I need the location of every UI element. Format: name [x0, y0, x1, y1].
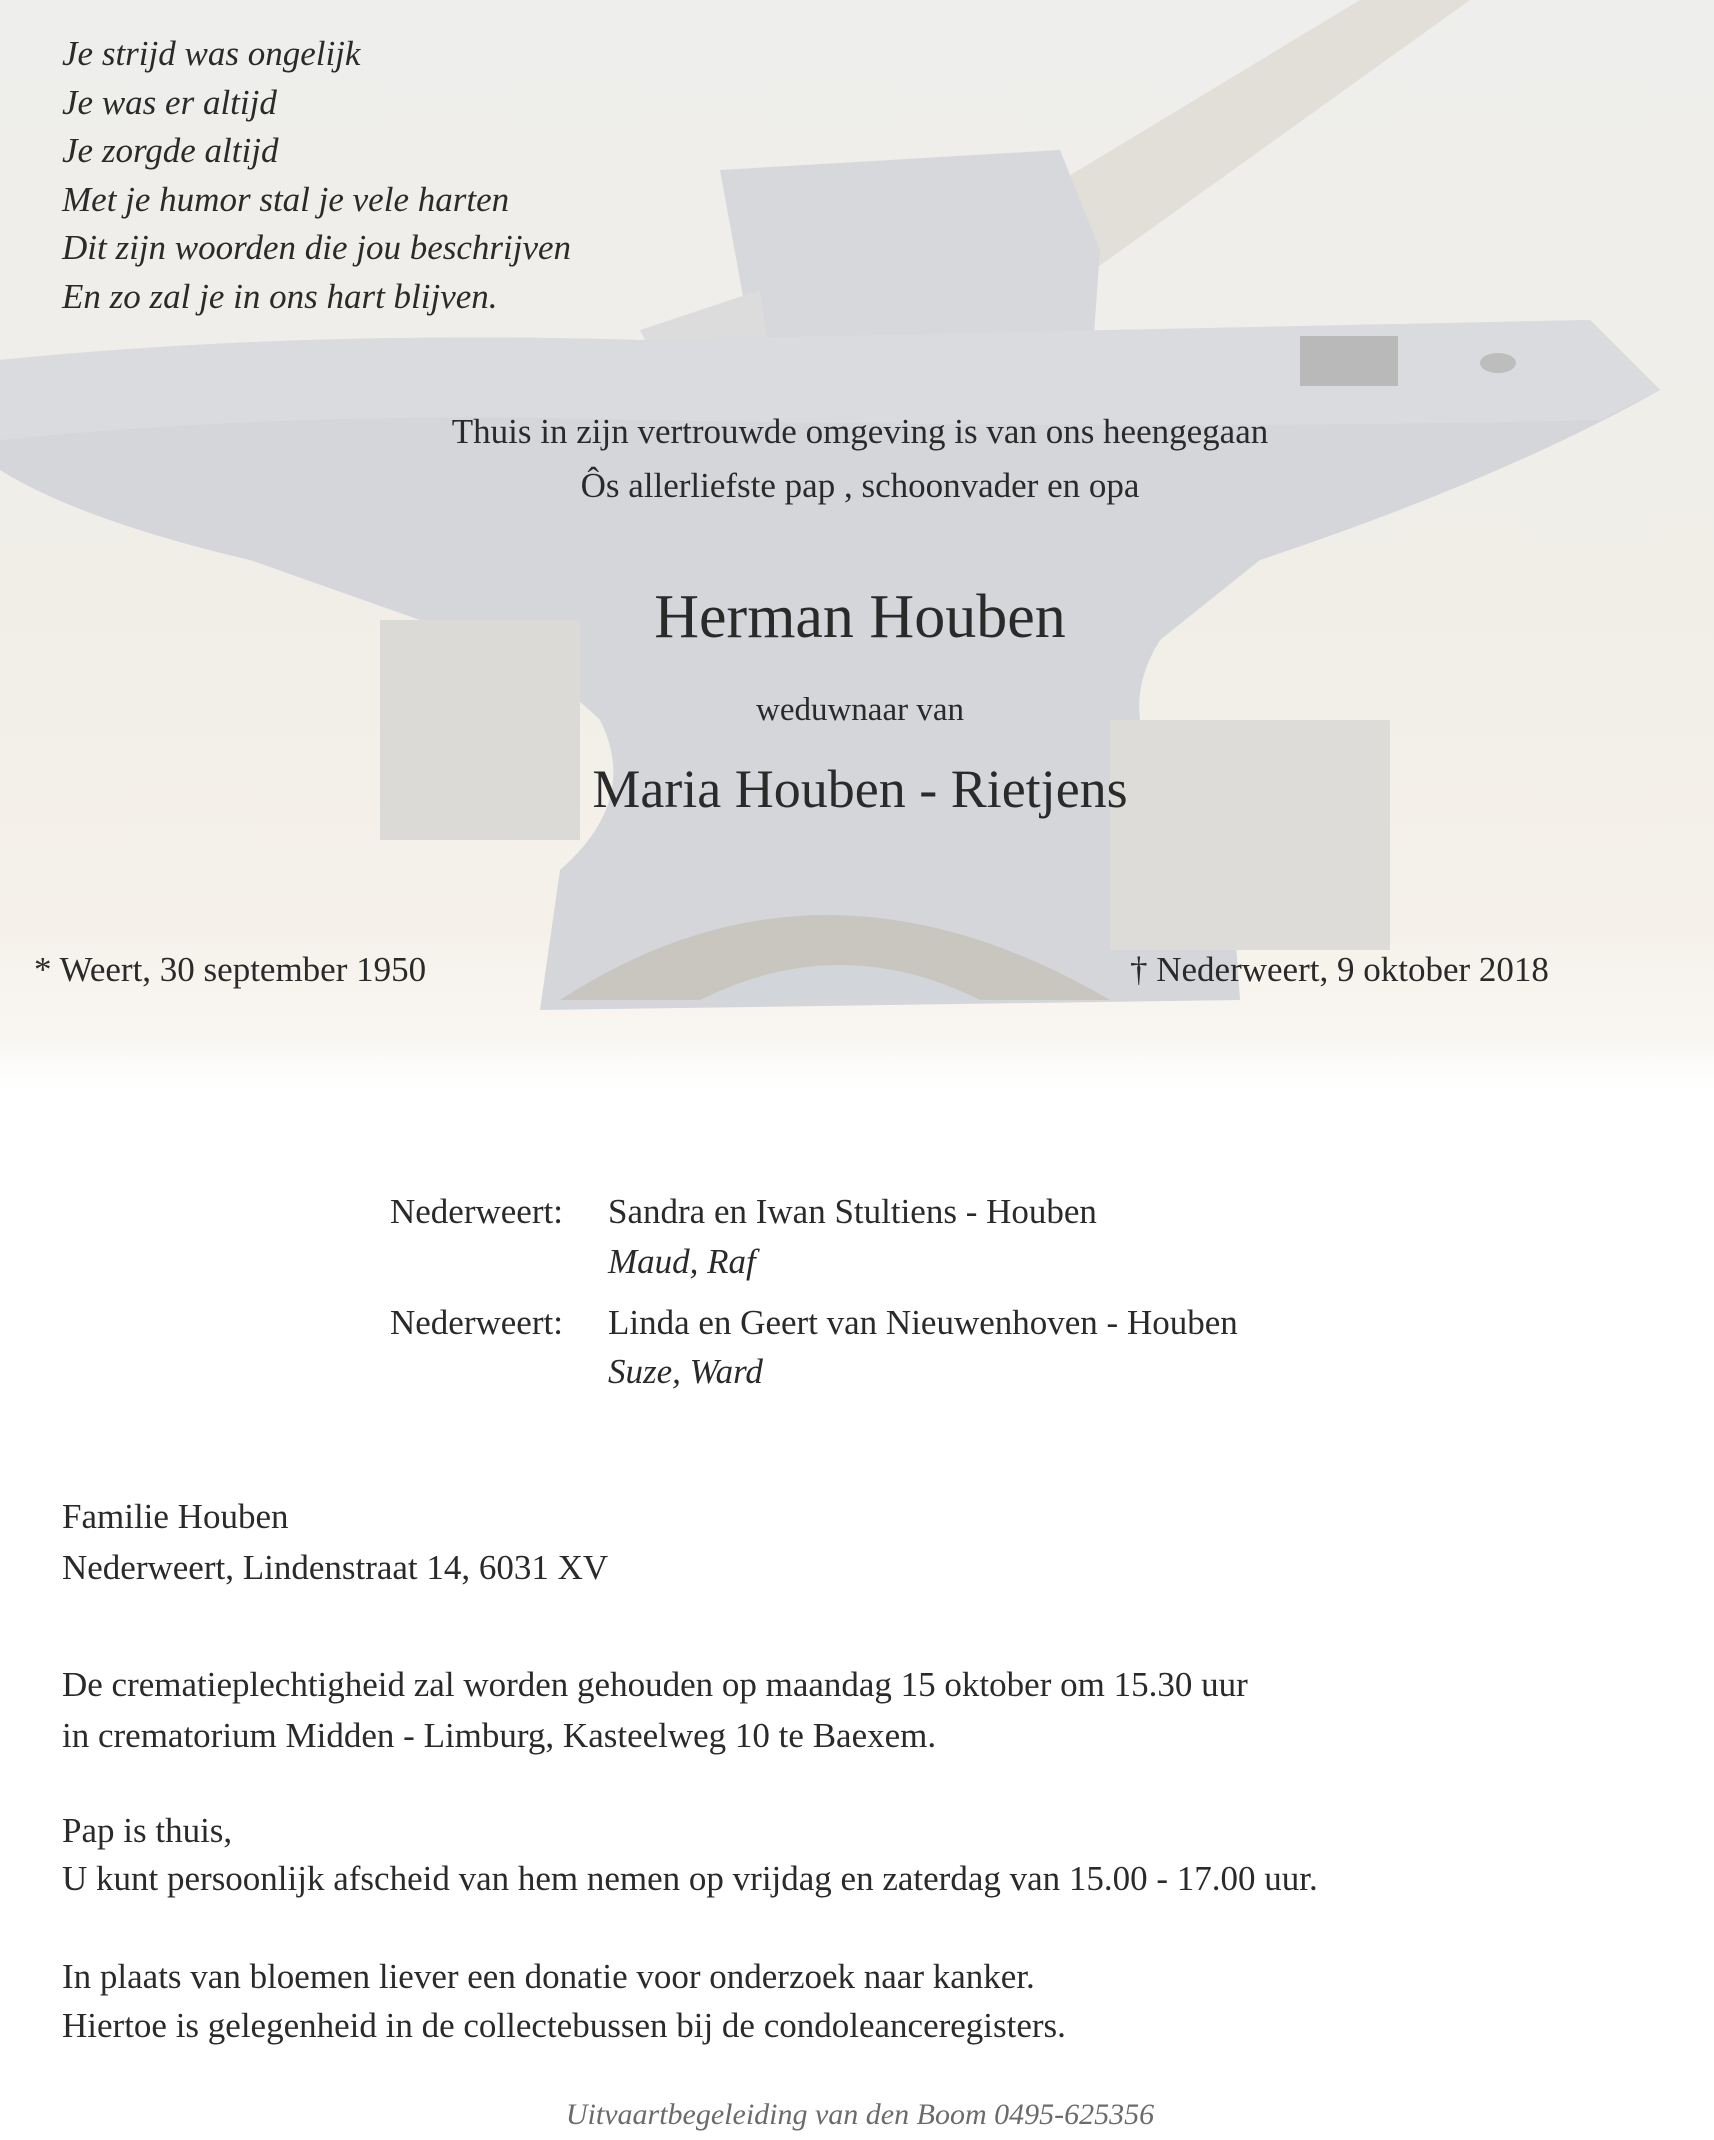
- deceased-name: Herman Houben: [654, 583, 1066, 651]
- poem-line: En zo zal je in ons hart blijven.: [62, 276, 498, 316]
- family-names: Linda en Geert van Nieuwenhoven - Houben: [608, 1303, 1238, 1342]
- address-name: Familie Houben: [62, 1497, 289, 1536]
- poem-line: Je was er altijd: [62, 82, 277, 122]
- family-grandchildren: Maud, Raf: [608, 1242, 756, 1281]
- ceremony-location: in crematorium Midden - Limburg, Kasteelweg 10 te Baexem.: [62, 1716, 937, 1755]
- family-place: Nederweert:: [390, 1192, 563, 1231]
- poem-line: Je zorgde altijd: [62, 131, 279, 170]
- donation-info: Hiertoe is gelegenheid in de collectebussen bij de condoleanceregisters.: [62, 2006, 1066, 2045]
- funeral-director-footer: Uitvaartbegeleiding van den Boom 0495-625356: [565, 2098, 1155, 2131]
- poem: [62, 30, 571, 321]
- donation-line: In plaats van bloemen liever een donatie voor onderzoek naar kanker.: [62, 1957, 1035, 1996]
- address-street: Nederweert, Lindenstraat 14, 6031 XV: [62, 1548, 609, 1587]
- family-place: Nederweert:: [390, 1303, 563, 1342]
- visitation-times: U kunt persoonlijk afscheid van hem nemen op vrijdag en zaterdag van 15.00 - 17.00 uur.: [62, 1859, 1318, 1898]
- death-date: † Nederweert, 9 oktober 2018: [1130, 950, 1549, 989]
- family-grandchildren: Suze, Ward: [608, 1352, 763, 1391]
- visitation-line: Pap is thuis,: [62, 1811, 233, 1850]
- announcement-relation-line: Ôs allerliefste pap , schoonvader en opa: [580, 466, 1140, 505]
- poem-line: Je strijd was ongelijk: [62, 34, 361, 73]
- widower-of-label: weduwnaar van: [756, 692, 964, 728]
- birth-date: * Weert, 30 september 1950: [34, 950, 427, 989]
- family-names: Sandra en Iwan Stultiens - Houben: [608, 1192, 1097, 1231]
- spouse-name: Maria Houben - Rietjens: [592, 759, 1128, 819]
- poem-line: Met je humor stal je vele harten: [62, 179, 510, 219]
- announcement-intro: Thuis in zijn vertrouwde omgeving is van ons heengegaan: [451, 412, 1269, 451]
- ceremony-line: De crematieplechtigheid zal worden gehouden op maandag 15 oktober om 15.30 uur: [62, 1665, 1248, 1704]
- poem-line: Dit zijn woorden die jou beschrijven: [62, 228, 572, 267]
